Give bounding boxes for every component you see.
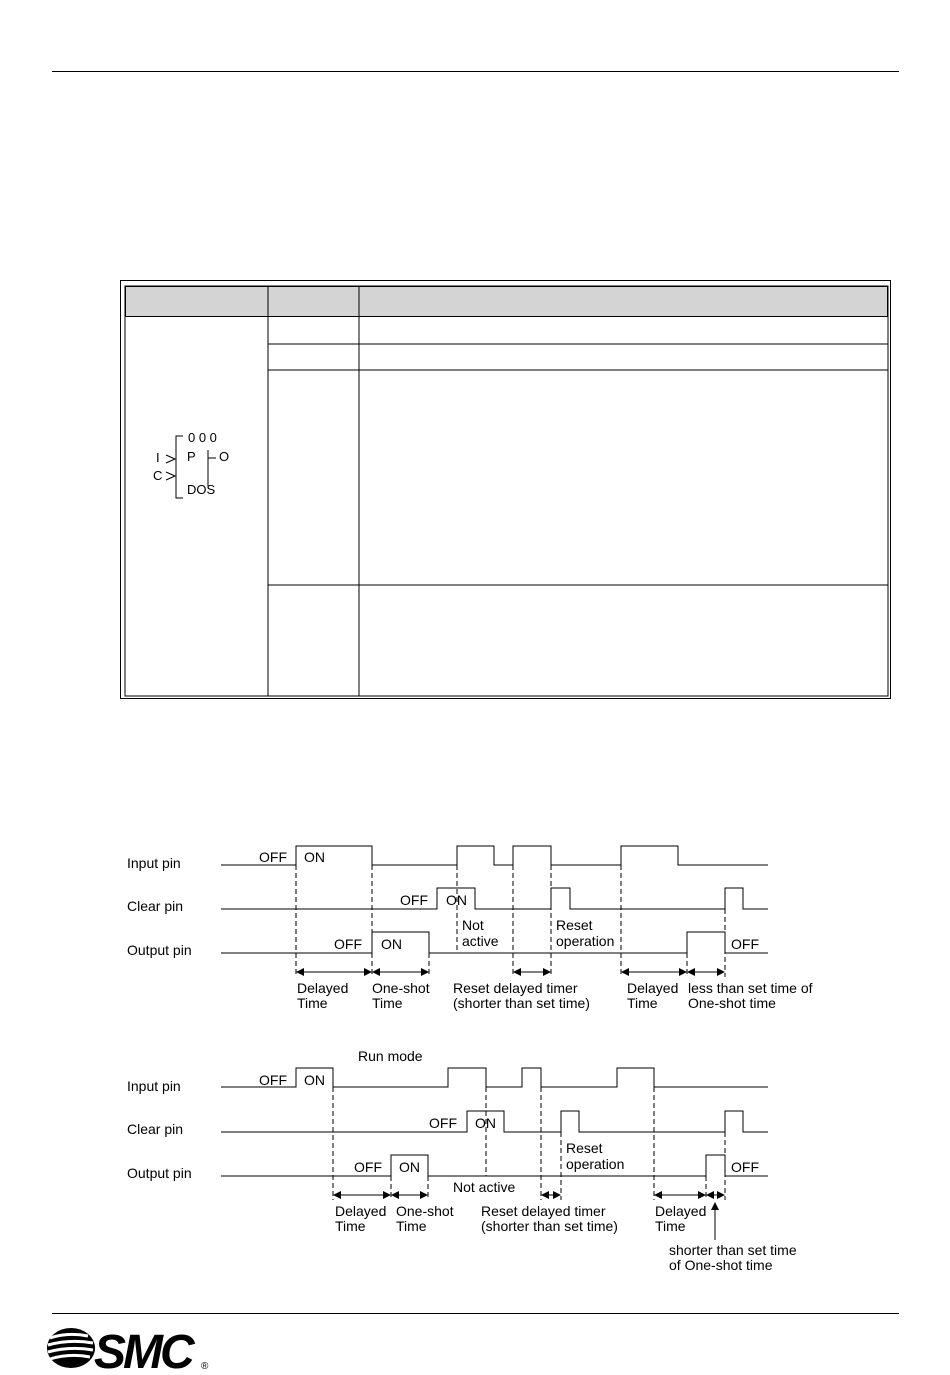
not-active-label-1: Not [462,917,484,933]
timing-diagram-2 [127,1048,797,1273]
less-than-label-2: One-shot time [688,995,776,1011]
guide-lines-2 [333,1087,725,1200]
delayed-time-label-2d: Time [655,1218,686,1234]
delayed-time-label-b2: Time [627,995,658,1011]
timing-diagrams [0,820,950,1290]
output-on-label-2: ON [399,1159,420,1175]
ladder-symbol [150,430,240,505]
row-label-clear-2: Clear pin [127,1121,184,1137]
clear-on-label-2: ON [475,1115,496,1131]
symbol-clear-label: C [153,468,163,483]
output-off-end-label-2: OFF [731,1159,759,1175]
smc-logo [44,1324,214,1370]
reset-timer-label: Reset delayed timer [453,980,578,996]
smc-logo-text: SMC [94,1326,192,1370]
symbol-center-label: P [187,449,196,464]
input-off-label: OFF [259,849,287,865]
symbol-input-label: I [156,450,160,465]
delayed-time-label-2: Time [297,995,328,1011]
output-off-label-2: OFF [354,1159,382,1175]
input-on-label: ON [304,849,325,865]
reset-timer-note-2: (shorter than set time) [481,1218,618,1234]
oneshot-time-label-2: Time [372,995,403,1011]
run-mode-title: Run mode [358,1048,423,1064]
clear-waveform [221,888,768,909]
timing-diagram-1 [127,846,813,1011]
output-waveform-2 [221,1155,768,1176]
oneshot-time-label-2a: One-shot [396,1203,454,1219]
delayed-time-label: Delayed [297,980,349,996]
row-label-input-2: Input pin [127,1078,181,1094]
symbol-output-label: O [219,449,230,464]
symbol-top-digits: 0 0 0 [188,430,217,445]
input-off-label-2: OFF [259,1072,287,1088]
header-rule [52,71,899,72]
clear-off-label: OFF [400,892,428,908]
smc-logo-mark [44,1324,214,1370]
row-label-clear: Clear pin [127,898,184,914]
delayed-time-label-2c: Delayed [655,1203,707,1219]
delayed-time-label-2a: Delayed [335,1203,387,1219]
shorter-than-label-1: shorter than set time [669,1242,797,1258]
output-on-label: ON [381,936,402,952]
less-than-label-1: less than set time of [688,980,813,996]
not-active-label: Not active [453,1179,516,1195]
input-on-label-2: ON [304,1072,325,1088]
oneshot-time-label: One-shot [372,980,430,996]
not-active-label-2: active [462,933,499,949]
output-off-label: OFF [334,936,362,952]
row-label-output: Output pin [127,942,192,958]
delayed-time-label-2b: Time [335,1218,366,1234]
reset-operation-label-2a: Reset [566,1140,603,1156]
clear-off-label-2: OFF [429,1115,457,1131]
reset-timer-note: (shorter than set time) [453,995,590,1011]
delayed-time-label-b: Delayed [627,980,679,996]
output-off-end-label: OFF [731,936,759,952]
guide-lines [296,865,725,977]
reset-timer-label-2: Reset delayed timer [481,1203,606,1219]
reset-operation-label-2b: operation [566,1156,625,1172]
registered-mark: ® [201,1361,209,1370]
row-label-output-2: Output pin [127,1165,192,1181]
footer-rule [52,1313,899,1314]
row-label-input: Input pin [127,855,181,871]
symbol-bottom-label: DOS [187,482,216,497]
oneshot-time-label-2b: Time [396,1218,427,1234]
reset-operation-label-2: operation [556,933,615,949]
shorter-than-label-2: of One-shot time [669,1257,773,1273]
clear-on-label: ON [446,892,467,908]
reset-operation-label-1: Reset [556,917,593,933]
